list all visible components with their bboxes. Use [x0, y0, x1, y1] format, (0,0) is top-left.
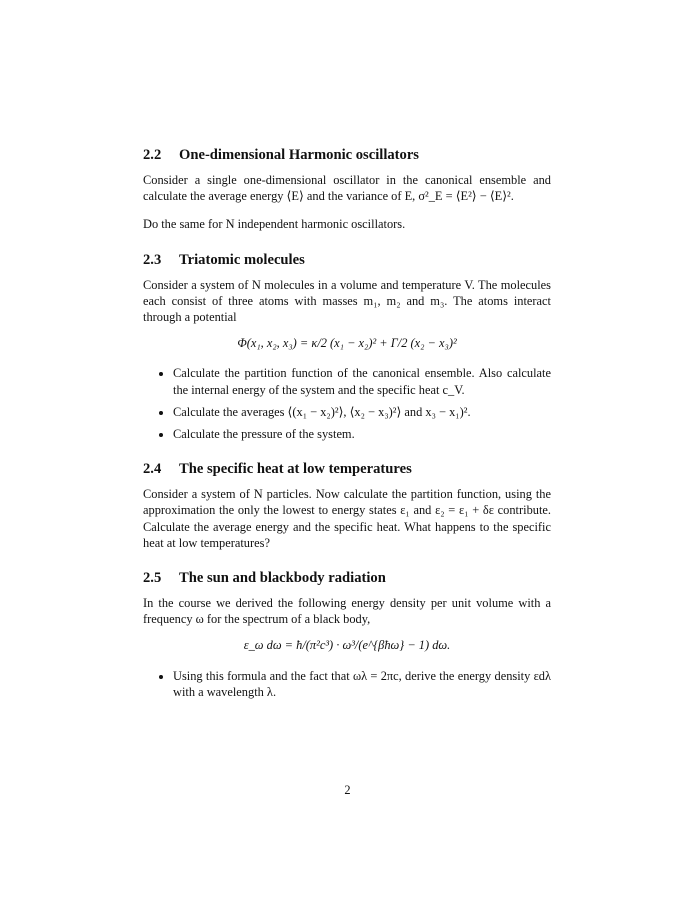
section-title: The sun and blackbody radiation: [179, 570, 386, 587]
section-number: 2.4: [143, 461, 162, 478]
list-item: • Calculate the averages ⟨(x₁ − x₂)²⟩, ⟨x₂ − x₃)²⟩ and x₃ − x₁)².: [173, 404, 551, 420]
equation-energy-density: ε_ω dω = ħ/(π²c³) · ω³/(e^{βħω} − 1) dω.: [243, 638, 451, 653]
section-heading: [143, 569, 551, 587]
paragraph: In the course we derived the following energy density per unit volume with a frequency ω for the spectrum of a black body,: [143, 596, 551, 627]
page-number: 2: [344, 783, 351, 797]
section-heading: [143, 251, 551, 269]
paragraph: Consider a system of N molecules in a volume and temperature V. The molecules each consist of three atoms with masses m₁, m₂ and m₃. The atoms interact through a potential: [143, 277, 551, 325]
list-item: • Calculate the pressure of the system.: [173, 426, 551, 442]
section-title: The specific heat at low temperatures: [179, 461, 412, 478]
section-title: One-dimensional Harmonic oscillators: [179, 147, 419, 163]
paragraph: Consider a single one-dimensional oscillator in the canonical ensemble and calculate the average energy ⟨E⟩ and the variance of E, σ²_E = ⟨E²⟩ − ⟨E⟩².: [143, 173, 551, 204]
list-item: • Using this formula and the fact that ωλ = 2πc, derive the energy density εdλ with a wavelength λ.: [173, 668, 551, 700]
section-heading: [143, 146, 551, 164]
equation-potential: Φ(x₁, x₂, x₃) = κ/2 (x₁ − x₂)² + Γ/2 (x₂ − x₃)²: [237, 336, 457, 351]
bullet-list: [143, 668, 551, 700]
section-heading: [143, 460, 551, 478]
section-number: 2.3: [143, 251, 162, 268]
section-number: 2.2: [143, 147, 162, 163]
paragraph: Consider a system of N particles. Now calculate the partition function, using the approximation the only the lowest to energy states ε₁ and ε₂ = ε₁ + δε contribute. Calculate the average energy and the specific heat. What happens to the specific heat at low temperatures?: [143, 487, 551, 550]
document-page: [143, 140, 551, 708]
section-title: Triatomic molecules: [179, 251, 305, 268]
bullet-list: [143, 365, 551, 442]
section-number: 2.5: [143, 570, 162, 587]
paragraph: Do the same for N independent harmonic oscillators.: [143, 217, 406, 232]
list-item: • Calculate the partition function of the canonical ensemble. Also calculate the internal energy of the system and the specific heat c_V.: [173, 365, 551, 397]
